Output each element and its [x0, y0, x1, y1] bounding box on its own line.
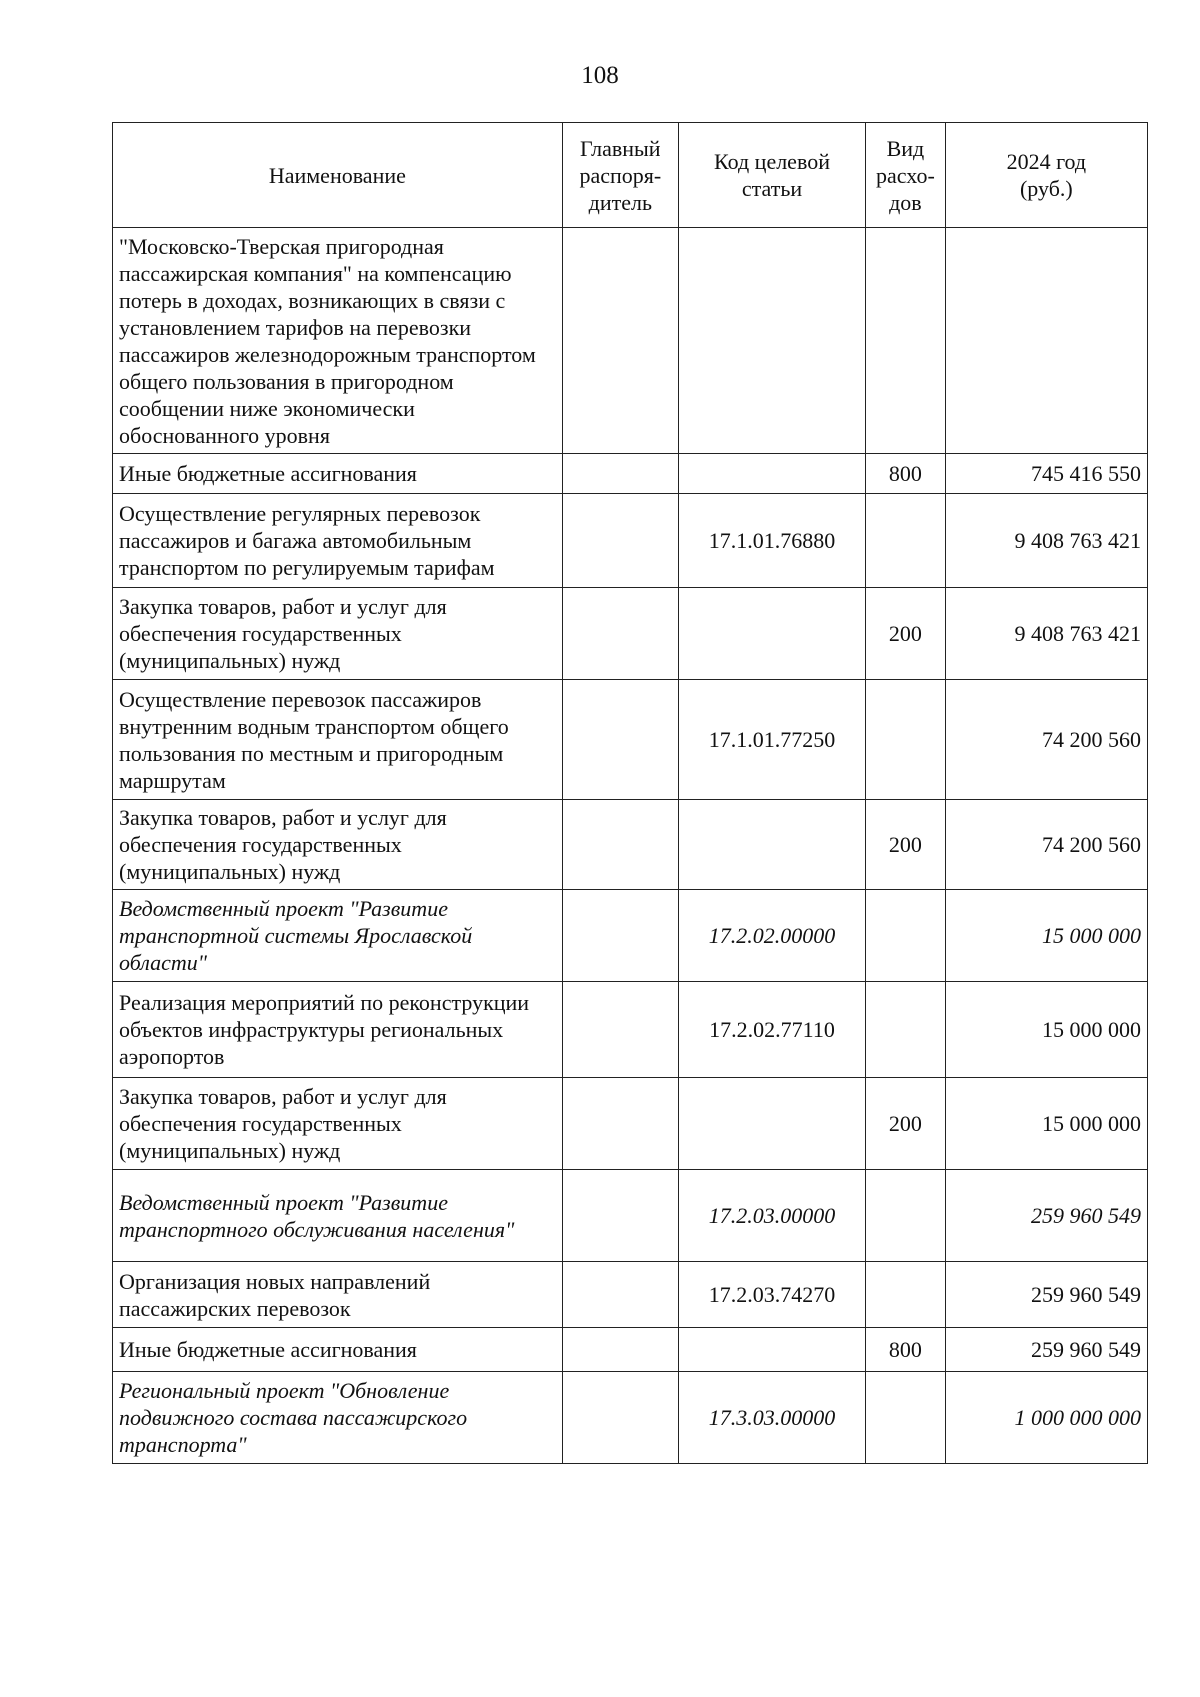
row-amount-cell: [945, 228, 1147, 454]
row-amount-cell: 74 200 560: [945, 800, 1147, 890]
table-header-row: [113, 123, 1148, 228]
row-manager-cell: [562, 228, 678, 454]
row-code-cell: 17.1.01.76880: [678, 494, 865, 588]
row-amount-cell: 15 000 000: [945, 890, 1147, 982]
row-name-cell: Закупка товаров, работ и услуг для обеспечения государственных (муниципальных) нужд: [113, 588, 563, 680]
row-code-cell: [678, 800, 865, 890]
table-row: [113, 680, 1148, 800]
header-manager: Главный распоря- дитель: [562, 123, 678, 228]
row-name-cell: Ведомственный проект "Развитие транспортной системы Ярославской области": [113, 890, 563, 982]
row-name-cell: Осуществление перевозок пассажиров внутренним водным транспортом общего пользования по местным и пригородным маршрутам: [113, 680, 563, 800]
row-kind-cell: 200: [866, 800, 946, 890]
row-code-cell: [678, 588, 865, 680]
row-kind-cell: [866, 1372, 946, 1464]
row-name-cell: "Московско-Тверская пригородная пассажирская компания" на компенсацию потерь в доходах, возникающих в связи с установлением тарифов на перевозки пассажиров железнодорожным транспортом общего пользования в пригородном сообщении ниже экономически обоснованного уровня: [113, 228, 563, 454]
table-body: [113, 228, 1148, 1464]
row-code-cell: [678, 1078, 865, 1170]
row-code-cell: 17.1.01.77250: [678, 680, 865, 800]
table-row: [113, 1328, 1148, 1372]
row-amount-cell: 745 416 550: [945, 454, 1147, 494]
row-name-cell: Осуществление регулярных перевозок пассажиров и багажа автомобильным транспортом по регулируемым тарифам: [113, 494, 563, 588]
row-manager-cell: [562, 588, 678, 680]
header-amount: 2024 год (руб.): [945, 123, 1147, 228]
table-row: [113, 228, 1148, 454]
row-kind-cell: 800: [866, 454, 946, 494]
table-row: [113, 800, 1148, 890]
row-code-cell: [678, 1328, 865, 1372]
row-amount-cell: 15 000 000: [945, 982, 1147, 1078]
header-name: Наименование: [113, 123, 563, 228]
row-amount-cell: 15 000 000: [945, 1078, 1147, 1170]
row-name-cell: Организация новых направлений пассажирских перевозок: [113, 1262, 563, 1328]
row-kind-cell: [866, 890, 946, 982]
row-amount-cell: 74 200 560: [945, 680, 1147, 800]
row-code-cell: 17.2.03.00000: [678, 1170, 865, 1262]
table-row: [113, 1170, 1148, 1262]
row-kind-cell: [866, 680, 946, 800]
row-manager-cell: [562, 1170, 678, 1262]
row-name-cell: Иные бюджетные ассигнования: [113, 1328, 563, 1372]
page-number: 108: [581, 62, 619, 89]
row-kind-cell: [866, 494, 946, 588]
row-name-cell: Региональный проект "Обновление подвижного состава пассажирского транспорта": [113, 1372, 563, 1464]
table-row: [113, 494, 1148, 588]
row-manager-cell: [562, 680, 678, 800]
header-code: Код целевой статьи: [678, 123, 865, 228]
table-row: [113, 982, 1148, 1078]
row-amount-cell: 9 408 763 421: [945, 588, 1147, 680]
row-amount-cell: 259 960 549: [945, 1262, 1147, 1328]
row-amount-cell: 9 408 763 421: [945, 494, 1147, 588]
row-kind-cell: [866, 228, 946, 454]
row-name-cell: Ведомственный проект "Развитие транспортного обслуживания населения": [113, 1170, 563, 1262]
budget-table: [112, 122, 1148, 1464]
row-kind-cell: 200: [866, 588, 946, 680]
row-code-cell: 17.3.03.00000: [678, 1372, 865, 1464]
row-name-cell: Закупка товаров, работ и услуг для обеспечения государственных (муниципальных) нужд: [113, 1078, 563, 1170]
row-manager-cell: [562, 454, 678, 494]
row-name-cell: Иные бюджетные ассигнования: [113, 454, 563, 494]
table-row: [113, 588, 1148, 680]
row-name-cell: Закупка товаров, работ и услуг для обеспечения государственных (муниципальных) нужд: [113, 800, 563, 890]
row-manager-cell: [562, 1262, 678, 1328]
row-code-cell: [678, 454, 865, 494]
row-manager-cell: [562, 890, 678, 982]
row-code-cell: 17.2.02.00000: [678, 890, 865, 982]
row-kind-cell: 200: [866, 1078, 946, 1170]
row-amount-cell: 259 960 549: [945, 1170, 1147, 1262]
row-kind-cell: [866, 982, 946, 1078]
row-code-cell: 17.2.02.77110: [678, 982, 865, 1078]
row-kind-cell: 800: [866, 1328, 946, 1372]
row-manager-cell: [562, 800, 678, 890]
row-manager-cell: [562, 1328, 678, 1372]
row-amount-cell: 1 000 000 000: [945, 1372, 1147, 1464]
table-row: [113, 890, 1148, 982]
row-name-cell: Реализация мероприятий по реконструкции объектов инфраструктуры региональных аэропортов: [113, 982, 563, 1078]
row-manager-cell: [562, 982, 678, 1078]
table-row: [113, 1262, 1148, 1328]
table-row: [113, 1078, 1148, 1170]
row-amount-cell: 259 960 549: [945, 1328, 1147, 1372]
row-code-cell: [678, 228, 865, 454]
row-kind-cell: [866, 1170, 946, 1262]
row-manager-cell: [562, 494, 678, 588]
header-kind: Вид расхо- дов: [866, 123, 946, 228]
table-row: [113, 454, 1148, 494]
row-manager-cell: [562, 1078, 678, 1170]
row-kind-cell: [866, 1262, 946, 1328]
table-row: [113, 1372, 1148, 1464]
row-code-cell: 17.2.03.74270: [678, 1262, 865, 1328]
row-manager-cell: [562, 1372, 678, 1464]
